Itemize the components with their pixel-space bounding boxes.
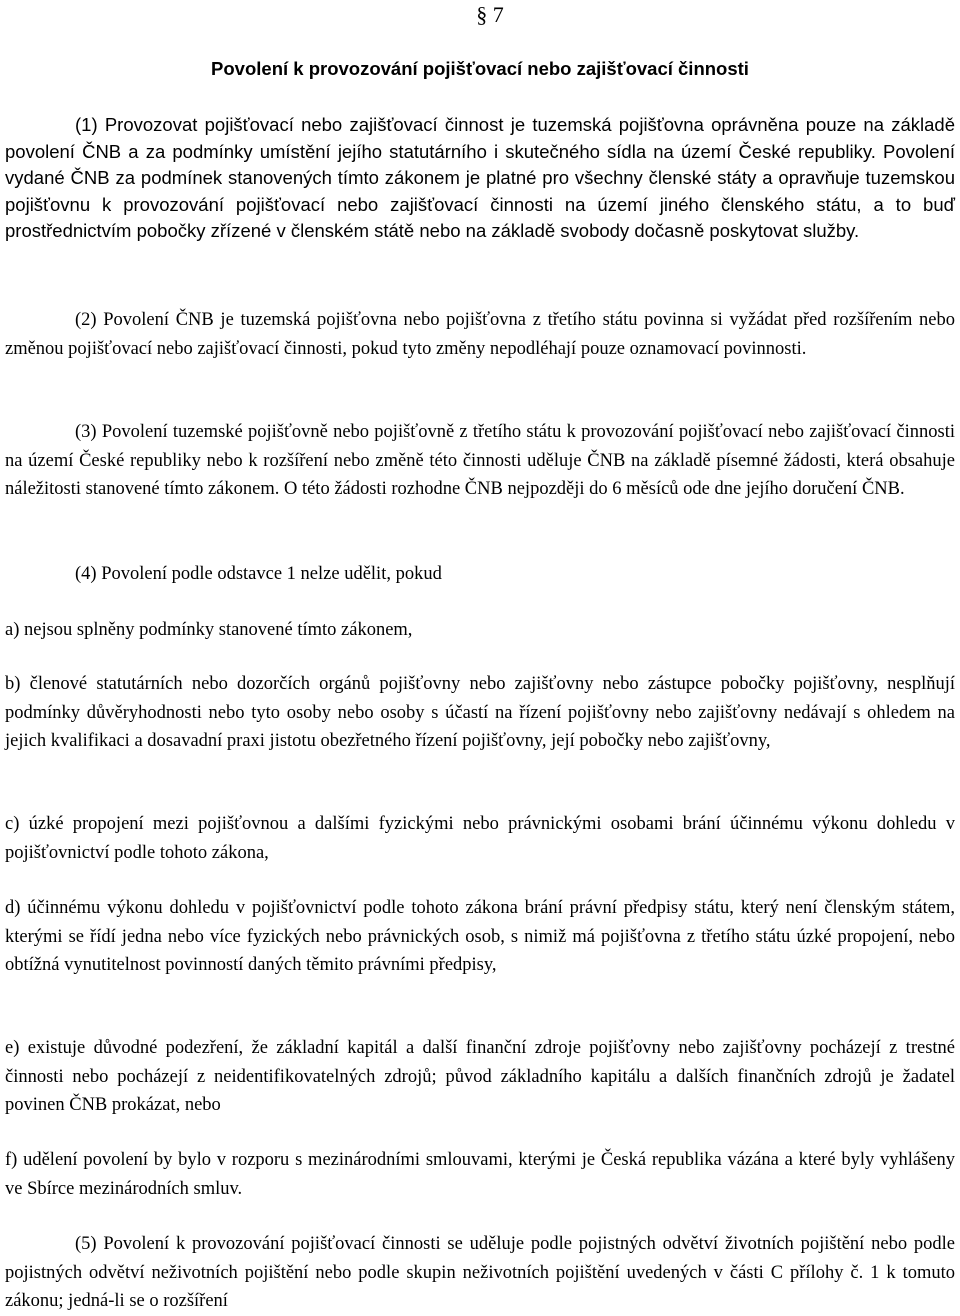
section-heading: Povolení k provozování pojišťovací nebo zajišťovací činnosti bbox=[211, 58, 749, 79]
paragraph-3: (3) Povolení tuzemské pojišťovně nebo pojišťovně z třetího státu k provozování pojišťovací nebo zajišťovací činnosti na území České republiky nebo k rozšíření nebo změně této činnosti uděluje ČNB na základě písemné žádosti, která obsahuje náležitosti stanovené tímto zákonem. O této žádosti rozhodne ČNB nejpozději do 6 měsíců ode dne jejího doručení ČNB. bbox=[5, 422, 955, 499]
list-item-b: b) členové statutárních nebo dozorčích orgánů pojišťovny nebo zajišťovny nebo zástupce pobočky pojišťovny, nesplňují podmínky důvěryhodnosti nebo tyto osoby nebo osoby s účastí na řízení pojišťovny nebo zajišťovny nedávají s ohledem na jejich kvalifikaci a dosavadní praxi jistotu obezřetného řízení pojišťovny, její pobočky nebo zajišťovny, bbox=[5, 674, 955, 751]
list-item-d: d) účinnému výkonu dohledu v pojišťovnictví podle tohoto zákona brání právní předpisy státu, který není členským státem, kterými se řídí jedna nebo více fyzických nebo právnických osob, s nimiž má pojišťovna z třetího státu úzké propojení, nebo obtížná vynutitelnost povinností daných těmito právními předpisy, bbox=[5, 898, 955, 975]
section-number: § 7 bbox=[476, 2, 504, 27]
paragraph-1: (1) Provozovat pojišťovací nebo zajišťovací činnost je tuzemská pojišťovna oprávněna pouze na základě povolení ČNB a za podmínky umístění jejího statutárního i skutečného sídla na území České republiky. Povolení vydané ČNB za podmínek stanovených tímto zákonem je platné pro všechny členské státy a opravňuje tuzemskou pojišťovnu k provozování pojišťovací nebo zajišťovací činnosti na území jiného členského státu, a to buď prostřednictvím pobočky zřízené v členském státě nebo na základě svobody dočasně poskytovat služby. bbox=[5, 114, 955, 241]
paragraph-2: (2) Povolení ČNB je tuzemská pojišťovna nebo pojišťovna z třetího státu povinna si vyžádat před rozšířením nebo změnou pojišťovací nebo zajišťovací činnosti, pokud tyto změny nepodléhají pouze oznamovací povinnosti. bbox=[5, 310, 955, 359]
list-item-a: a) nejsou splněny podmínky stanovené tímto zákonem, bbox=[5, 620, 413, 640]
list-item-c: c) úzké propojení mezi pojišťovnou a dalšími fyzickými nebo právnickými osobami brání účinnému výkonu dohledu v pojišťovnictví podle tohoto zákona, bbox=[5, 814, 955, 863]
paragraph-4: (4) Povolení podle odstavce 1 nelze udělit, pokud bbox=[75, 564, 442, 584]
list-item-f: f) udělení povolení by bylo v rozporu s mezinárodními smlouvami, kterými je Česká republika vázána a které byly vyhlášeny ve Sbírce mezinárodních smluv. bbox=[5, 1150, 955, 1199]
list-item-e: e) existuje důvodné podezření, že základní kapitál a další finanční zdroje pojišťovny nebo zajišťovny pocházejí z trestné činnosti nebo pocházejí z neidentifikovatelných zdrojů; původ základního kapitálu a dalších finančních zdrojů je žadatel povinen ČNB prokázat, nebo bbox=[5, 1038, 955, 1115]
paragraph-5: (5) Povolení k provozování pojišťovací činnosti se uděluje podle pojistných odvětví životních pojištění nebo podle pojistných odvětví neživotních pojištění nebo podle skupin neživotních pojištění uvedených v části C přílohy č. 1 k tomuto zákonu; jedná-li se o rozšíření bbox=[5, 1234, 955, 1311]
